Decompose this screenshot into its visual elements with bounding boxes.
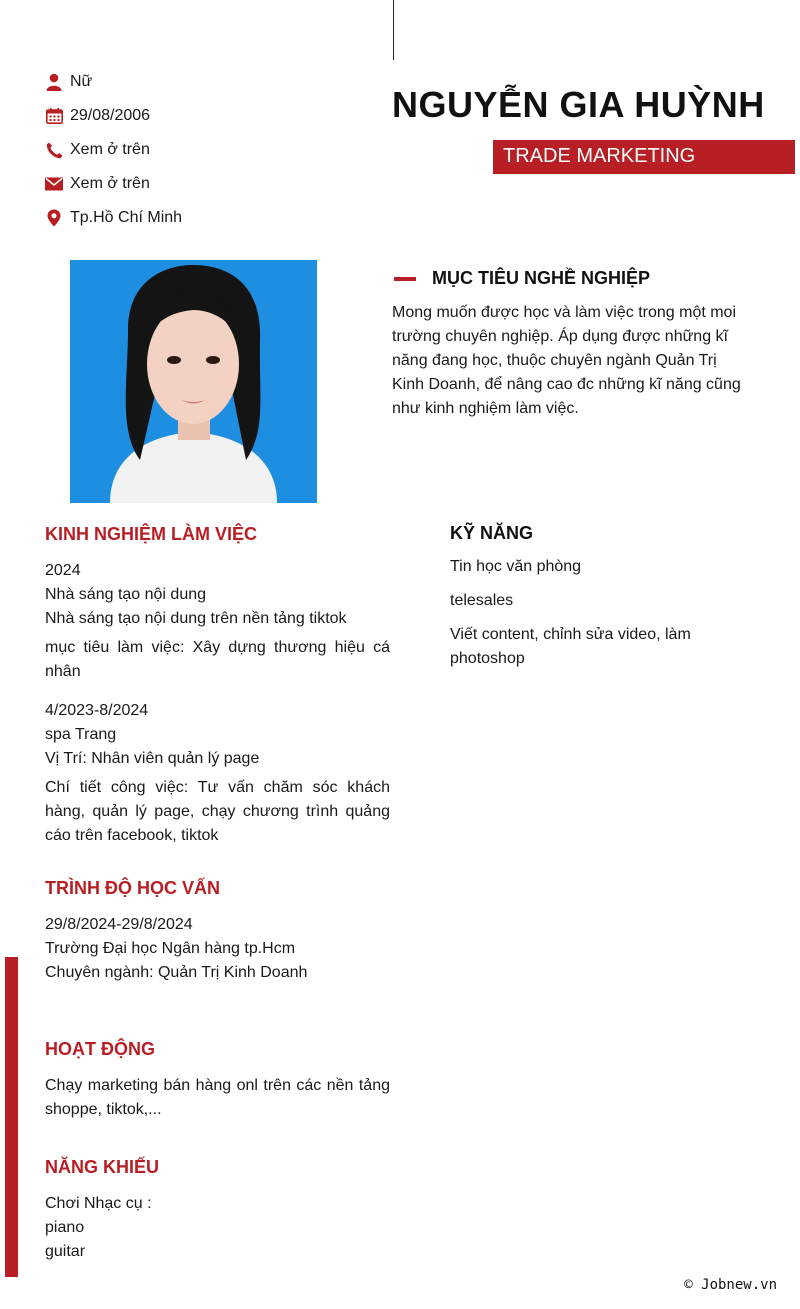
talent-line: guitar bbox=[45, 1243, 86, 1260]
person-icon bbox=[45, 73, 63, 91]
skills-title: KỸ NĂNG bbox=[450, 523, 534, 543]
contact-phone bbox=[45, 138, 150, 162]
candidate-name: NGUYỄN GIA HUỲNH bbox=[392, 84, 765, 125]
top-divider-line bbox=[393, 0, 394, 60]
contact-birthday bbox=[45, 104, 150, 128]
gender-text: Nữ bbox=[70, 73, 93, 90]
experience-title: KINH NGHIỆM LÀM VIỆC bbox=[45, 524, 258, 544]
mail-icon bbox=[45, 175, 63, 193]
role-banner bbox=[493, 140, 795, 174]
experience-1-company: Nhà sáng tạo nội dung bbox=[45, 586, 207, 603]
phone-icon bbox=[45, 141, 63, 159]
talent-line: piano bbox=[45, 1219, 85, 1236]
objective-text: Mong muốn được học và làm việc trong một moi trường chuyên nghiệp. Áp dụng được những kĩ năng đang học, thuộc chuyên ngành Quản Trị Kinh Doanh, để nâng cao đc những kĩ năng cũng như kinh nghiệm làm việc. bbox=[392, 304, 741, 417]
left-accent-bar bbox=[5, 957, 18, 1277]
skill-item: Tin học văn phòng bbox=[450, 558, 582, 575]
education-school: Trường Đại học Ngân hàng tp.Hcm bbox=[45, 940, 296, 957]
experience-2-description: Chí tiết công việc: Tư vấn chăm sóc khách hàng, quản lý page, chạy chương trình quảng cáo trên facebook, tiktok bbox=[45, 779, 390, 844]
phone-text[interactable]: Xem ở trên bbox=[70, 141, 150, 158]
objective-title: MỤC TIÊU NGHỀ NGHIỆP bbox=[432, 268, 651, 288]
experience-2-period: 4/2023-8/2024 bbox=[45, 702, 149, 719]
experience-1-description: mục tiêu làm việc: Xây dựng thương hiệu cá nhân bbox=[45, 639, 390, 680]
address-text: Tp.Hồ Chí Minh bbox=[70, 209, 183, 226]
birthday-text: 29/08/2006 bbox=[70, 107, 151, 124]
activities-title: HOẠT ĐỘNG bbox=[45, 1039, 155, 1059]
experience-1-period: 2024 bbox=[45, 562, 81, 579]
education-major: Chuyên ngành: Quản Trị Kinh Doanh bbox=[45, 964, 308, 981]
skill-item: Viết content, chỉnh sửa video, làm photoshop bbox=[450, 626, 691, 667]
objective-dash-icon bbox=[394, 277, 416, 281]
email-text[interactable]: Xem ở trên bbox=[70, 175, 150, 192]
role-title: TRADE MARKETING bbox=[503, 145, 696, 167]
education-period: 29/8/2024-29/8/2024 bbox=[45, 916, 193, 933]
profile-photo bbox=[70, 260, 317, 503]
experience-1-position: Nhà sáng tạo nội dung trên nền tảng tiktok bbox=[45, 610, 347, 627]
skill-item: telesales bbox=[450, 592, 514, 609]
activities-text: Chạy marketing bán hàng onl trên các nền tảng shoppe, tiktok,... bbox=[45, 1077, 390, 1118]
experience-2-company: spa Trang bbox=[45, 726, 117, 743]
experience-2-position: Vị Trí: Nhân viên quản lý page bbox=[45, 750, 260, 767]
location-pin-icon bbox=[45, 209, 63, 227]
calendar-icon bbox=[45, 107, 63, 125]
talent-line: Chơi Nhạc cụ : bbox=[45, 1195, 152, 1212]
talents-title: NĂNG KHIẾU bbox=[45, 1157, 160, 1177]
contact-address bbox=[45, 206, 182, 230]
contact-email bbox=[45, 172, 150, 196]
education-title: TRÌNH ĐỘ HỌC VẤN bbox=[45, 878, 220, 898]
contact-gender bbox=[45, 70, 92, 94]
footer-copyright[interactable]: © Jobnew.vn bbox=[684, 1277, 777, 1293]
